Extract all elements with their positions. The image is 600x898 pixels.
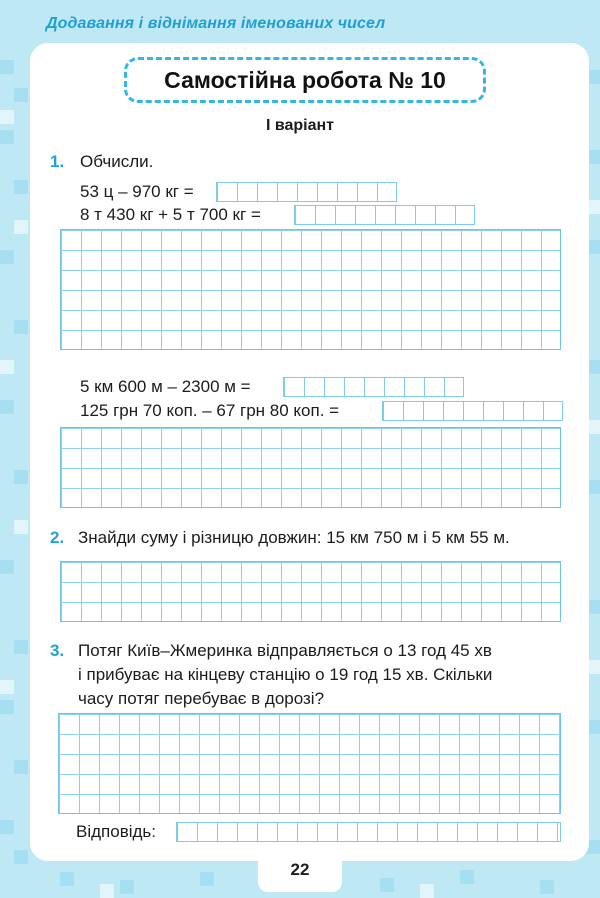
- task-2-prompt: Знайди суму і різницю довжин: 15 км 750 м і 5 км 55 м.: [78, 528, 510, 547]
- expression-3: 5 км 600 м – 2300 м =: [80, 377, 251, 396]
- section-title: Додавання і віднімання іменованих чисел: [46, 15, 386, 32]
- work-grid-4[interactable]: [58, 713, 561, 814]
- header-bar: [0, 0, 600, 44]
- answer-cells-final[interactable]: [176, 822, 561, 842]
- task-3-line-1: Потяг Київ–Жмеринка відправляється о 13 год 45 хв: [78, 641, 492, 660]
- task-3-line-2: і прибуває на кінцеву станцію о 19 год 15 хв. Скільки: [78, 665, 493, 684]
- task-1-prompt: Обчисли.: [80, 152, 154, 171]
- task-2-number: 2.: [50, 528, 65, 547]
- answer-cells-1[interactable]: [216, 182, 397, 202]
- expression-4: 125 грн 70 коп. – 67 грн 80 коп. =: [80, 401, 340, 420]
- task-3-number: 3.: [50, 641, 65, 660]
- expression-1: 53 ц – 970 кг =: [80, 182, 194, 201]
- title-frame: [124, 57, 486, 103]
- answer-cells-2[interactable]: [294, 205, 475, 225]
- answer-cells-3[interactable]: [283, 377, 464, 397]
- page-number: 22: [290, 860, 310, 879]
- page-title: Самостійна робота № 10: [164, 66, 446, 93]
- answer-cells-4[interactable]: [382, 401, 563, 421]
- expression-2: 8 т 430 кг + 5 т 700 кг =: [80, 205, 261, 224]
- variant-label: І варіант: [265, 117, 335, 134]
- answer-label: Відповідь:: [76, 822, 157, 841]
- task-3-line-3: часу потяг перебуває в дорозі?: [78, 689, 325, 708]
- work-grid-3[interactable]: [60, 561, 561, 622]
- task-1-number: 1.: [50, 152, 65, 171]
- work-grid-1[interactable]: [60, 229, 561, 350]
- work-grid-2[interactable]: [60, 427, 561, 508]
